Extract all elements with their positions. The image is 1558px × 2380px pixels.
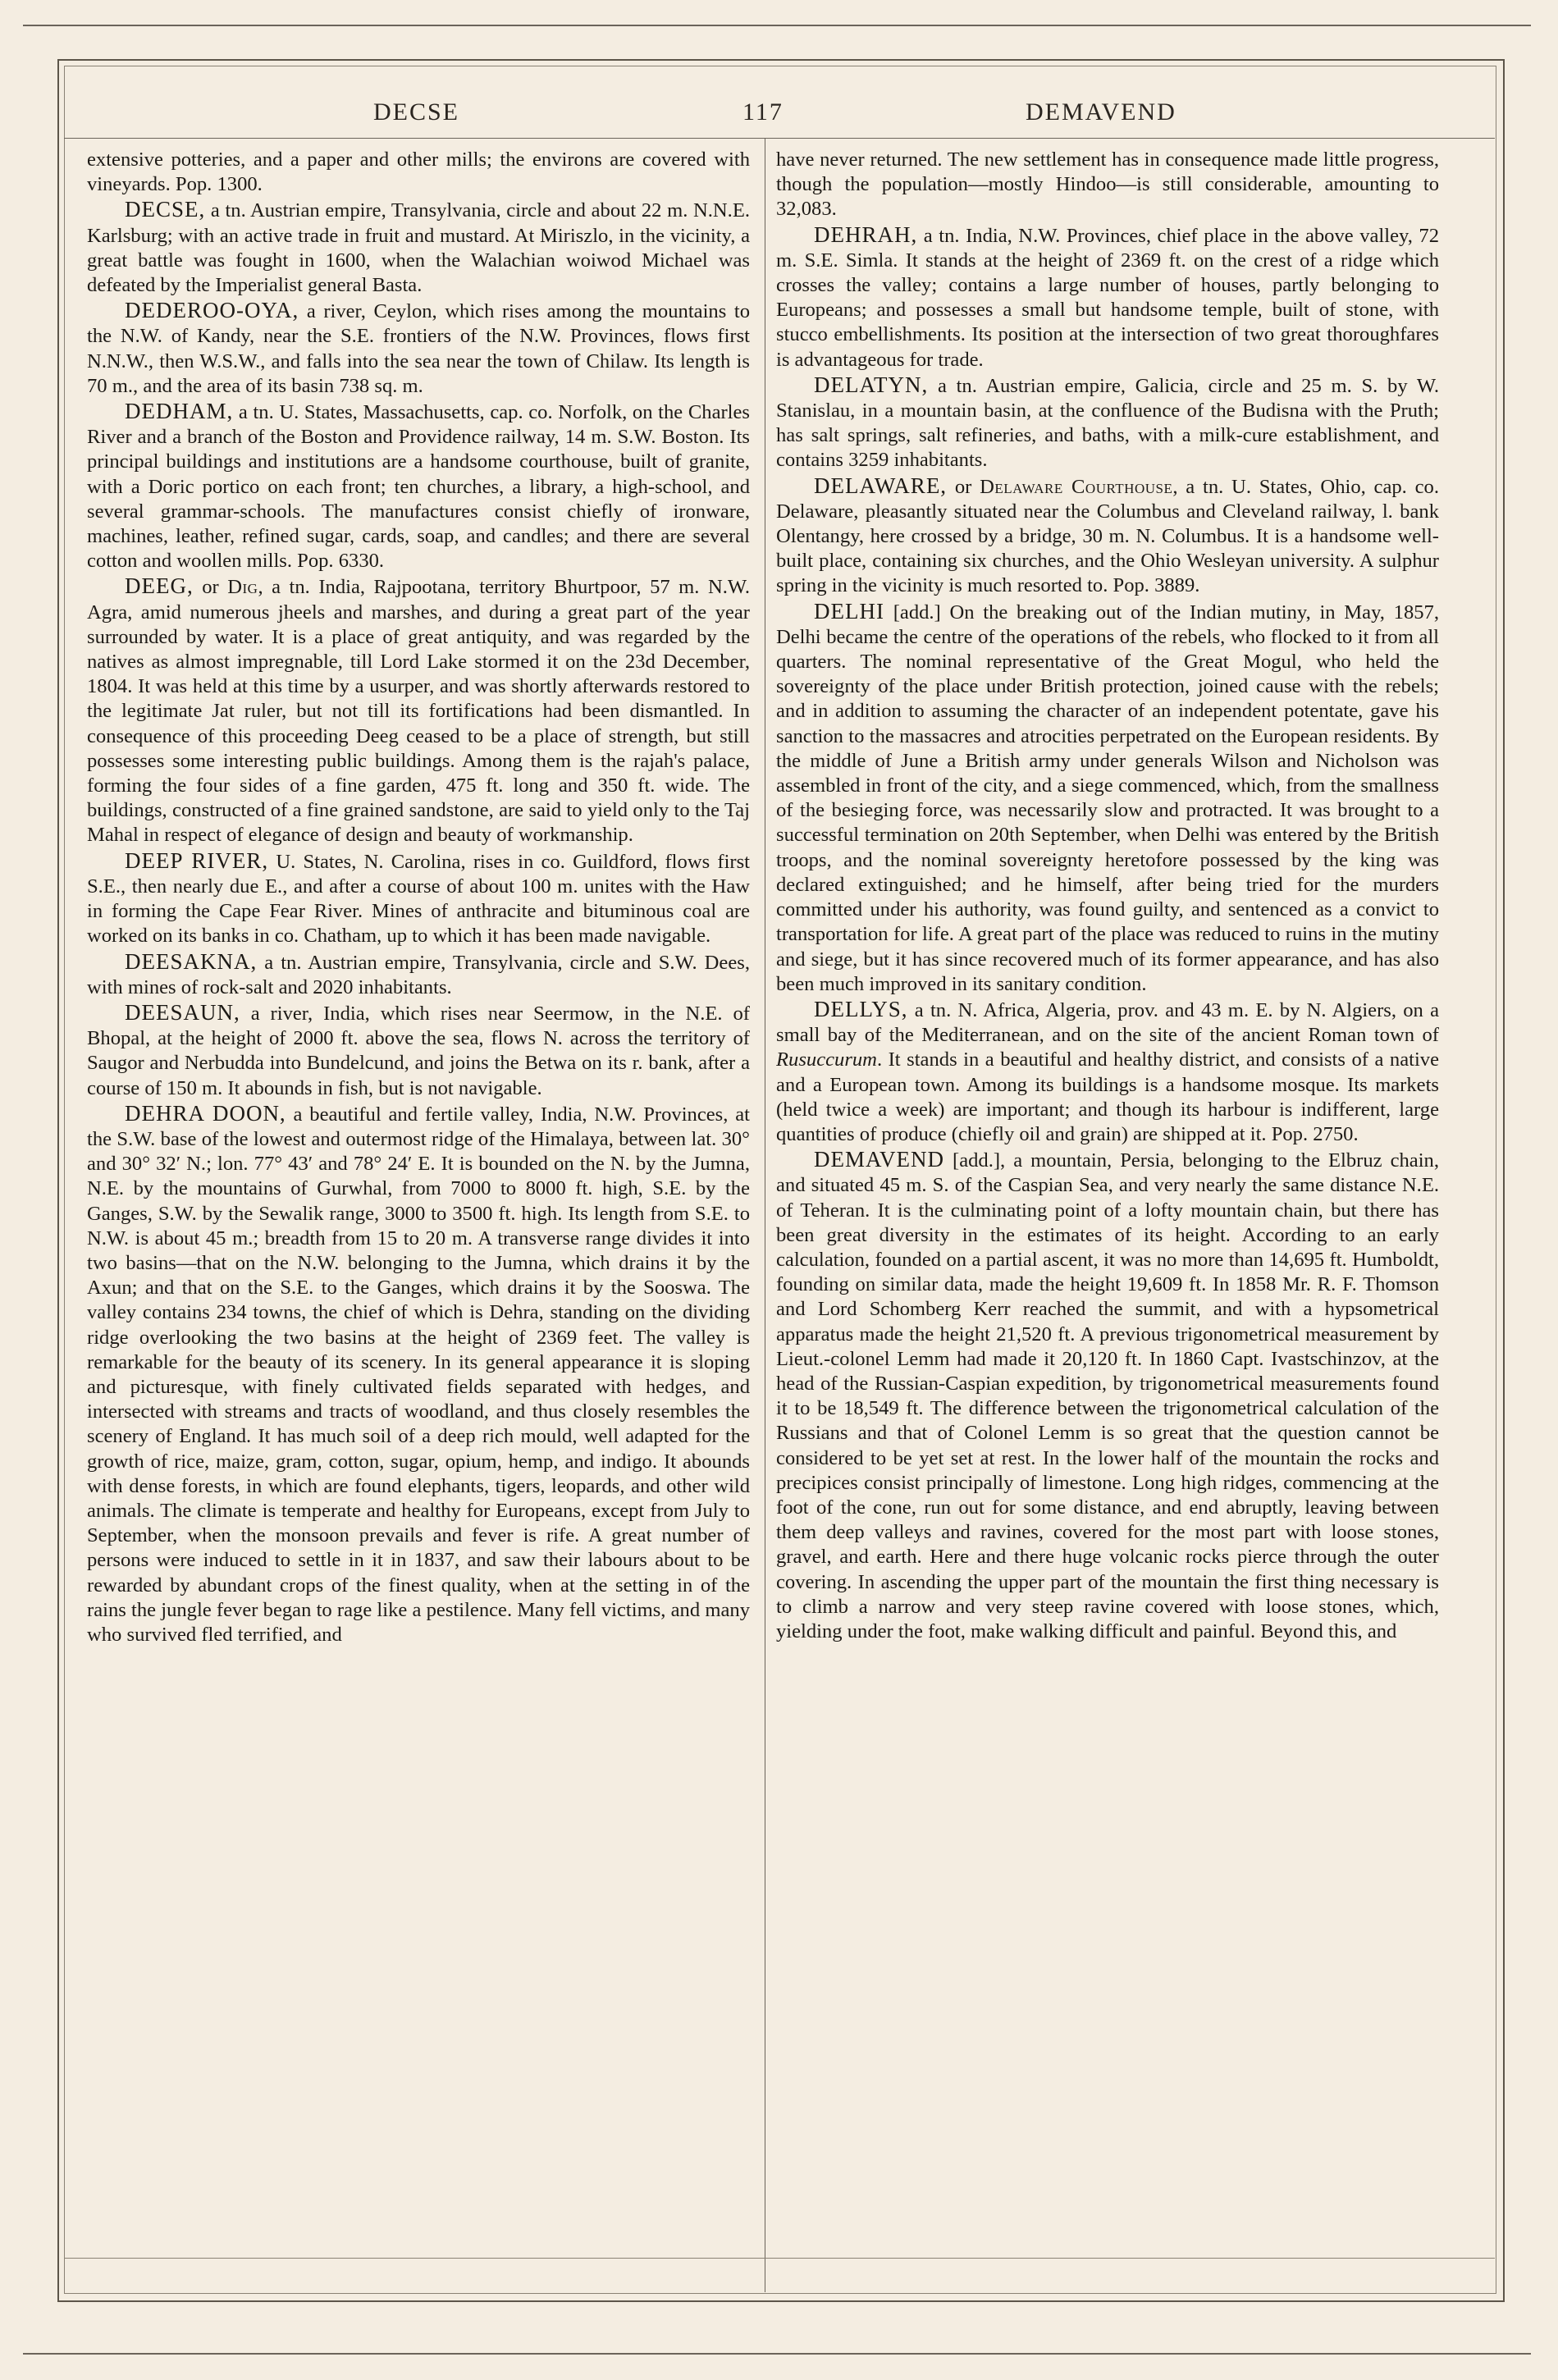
entry-text: . It stands in a beautiful and healthy district, and consists of a native and a European town. Among its buildings is a handsome mosque. Its markets (held twice a week) are important; and though its harbour is indifferent, large quantities of produce (chiefly oil and grain) are shipped at it. Pop. 2750.: [776, 1048, 1439, 1145]
left-column: [87, 148, 750, 2248]
entry-headword: DEHRA DOON,: [125, 1100, 286, 1126]
entry-headword: DEMAVEND: [814, 1147, 945, 1172]
entry-text: a beautiful and fertile valley, India, N.W. Provinces, at the S.W. base of the lowest and outermost ridge of the Himalaya, between lat. 30° and 30° 32′ N.; lon. 77° 43′ and 78° 24′ E. It is bounded on the N. by the Jumna, N.E. by the mountains of Gurwhal, from 7000 to 8000 ft. high, S.E. by the Ganges, S.W. by the Sewalik range, 3000 to 3500 ft. high. Its length from S.E. to N.W. is about 45 m.; breadth from 15 to 20 m. A transverse range divides it into two basins—that on the N.W. belonging to the Jumna, which drains it by the Axun; and that on the S.E. to the Ganges, which drains it by the Sooswa. The valley contains 234 towns, the chief of which is Dehra, standing on the dividing ridge overlooking the two basins at the height of 2369 feet. The valley is remarkable for the beauty of its scenery. In its general appearance it is sloping and picturesque, with finely cultivated fields separated with hedges, and intersected with streams and tracts of woodland, and thus closely resembles the scenery of England. It has much soil of a deep rich mould, well adapted for the growth of rice, maize, gram, cotton, sugar, opium, hemp, and indigo. It abounds with dense forests, in which are found elephants, tigers, leopards, and other wild animals. The climate is temperate and healthy for Europeans, except from July to September, when the monsoon prevails and fever is rife. A great number of persons were induced to settle in it in 1837, and saw their labours about to be rewarded by abundant crops of the finest quality, when at the setting in of the rains the jungle fever began to rage like a pestilence. Many fell victims, and many who survived fled terrified, and: [87, 1103, 750, 1646]
entry-headword: DELAWARE,: [814, 473, 948, 498]
entry-continuation: [776, 148, 1439, 222]
entry-deesaun: [87, 1000, 750, 1101]
entry-text: , a tn. India, Rajpootana, territory Bhurtpoor, 57 m. N.W. Agra, amid numerous jheels and marshes, and during a great part of the year surrounded by water. It is a place of great antiquity, and was regarded by the natives as almost impregnable, till Lord Lake stormed it on the 23d December, 1804. It was held at this time by a usurper, and was shortly afterwards restored to the legitimate Jat ruler, but not till its fortifications had been dismantled. In consequence of this proceeding Deeg ceased to be a place of strength, but still possesses some interesting public buildings. Among them is the rajah's palace, forming the four sides of a fine garden, 475 ft. long and 350 ft. wide. The buildings, constructed of a fine grained sandstone, are said to yield only to the Taj Mahal in respect of elegance of design and beauty of workmanship.: [87, 576, 750, 847]
entry-delhi: [776, 599, 1439, 997]
entry-continuation: [87, 148, 750, 197]
entry-dederoo-oya: [87, 298, 750, 399]
running-head-right: DEMAVEND: [1026, 98, 1176, 126]
entry-text: a tn. Austrian empire, Galicia, circle and 25 m. S. by W. Stanislau, in a mountain basin, at the confluence of the Budisna with the Pruth; has salt springs, salt refineries, and baths, with a milk-cure establishment, and contains 3259 inhabitants.: [776, 374, 1439, 472]
entry-text: a tn. U. States, Massachusetts, cap. co. Norfolk, on the Charles River and a branch of the Boston and Providence railway, 14 m. S.W. Boston. Its principal buildings and institutions are a handsome courthouse, built of granite, with a Doric portico on each front; ten churches, a library, a high-school, and several grammar-schools. The manufactures consist chiefly of ironware, machines, leather, refined sugar, cards, soap, and candles; and there are several cotton and woollen mills. Pop. 6330.: [87, 401, 750, 573]
entry-text: , a tn. U. States, Ohio, cap. co. Delaware, pleasantly situated near the Columbus and Cleveland railway, l. bank Olentangy, here crossed by a bridge, 30 m. N. Columbus. It is a handsome well-built place, containing six churches, and the Ohio Wesleyan university. A sulphur spring in the vicinity is much resorted to. Pop. 3889.: [776, 475, 1439, 597]
entry-text: extensive potteries, and a paper and other mills; the environs are covered with vineyards. Pop. 1300.: [87, 148, 750, 196]
header-rule: [64, 138, 1495, 139]
entry-demavend: [776, 1147, 1439, 1644]
entry-connector: or: [193, 576, 228, 599]
entry-headword: DEDHAM,: [125, 399, 234, 424]
entry-text: [add.] On the breaking out of the Indian mutiny, in May, 1857, Delhi became the centre of the operations of the rebels, who flocked to it from all quarters. The nominal representative of the Great Mogul, who held the sovereignty of the place under British protection, joined cause with the rebels; and in addition to assuming the character of an independent potentate, gave his sanction to the massacres and atrocities perpetrated on the European residents. By the middle of June a British army under generals Wilson and Nicholson was assembled in front of the city, and a siege commenced, which, from the smallness of the besieging force, was necessarily slow and protracted. It was brought to a successful termination on 20th September, when Delhi was entered by the British troops, and the nominal sovereignty heretofore possessed by the king was declared extinguished; and he himself, after being tried for the murders committed under his authority, was found guilty, and sentenced as a convict to transportation for life. A great part of the place was reduced to ruins in the mutiny and siege, but it has since recovered much of its former appearance, and has also been much improved in its sanitary condition.: [776, 601, 1439, 995]
entry-headword: DELATYN,: [814, 372, 929, 397]
entry-delaware: [776, 473, 1439, 599]
entry-headword: DEDEROO-OYA,: [125, 298, 299, 323]
entry-text: a river, Ceylon, which rises among the mountains to the N.W. of Kandy, near the S.E. frontiers of the N.W. Provinces, flows first N.N.W., then W.S.W., and falls into the sea near the town of Chilaw. Its length is 70 m., and the area of its basin 738 sq. m.: [87, 300, 750, 397]
entry-text: a tn. Austrian empire, Transylvania, circle and S.W. Dees, with mines of rock-salt and 2020 inhabitants.: [87, 951, 750, 998]
entry-headword: DEEG,: [125, 573, 194, 599]
entry-text: a river, India, which rises near Seermow, in the N.E. of Bhopal, at the height of 2000 ft. above the sea, flows N. across the territory of Saugor and Nerbudda into Bundelcund, and joins the Betwa on its r. bank, after a course of 150 m. It abounds in fish, but is not navigable.: [87, 1002, 750, 1099]
entry-dedham: [87, 399, 750, 573]
entry-text: U. States, N. Carolina, rises in co. Guildford, flows first S.E., then nearly due E., and after a course of about 100 m. unites with the Haw in forming the Cape Fear River. Mines of anthracite and bituminous coal are worked on its banks in co. Chatham, up to which it has been made navigable.: [87, 850, 750, 948]
entry-headword: DELLYS,: [814, 996, 908, 1021]
entry-headword: DEEP RIVER,: [125, 847, 269, 873]
entry-headword: DECSE,: [125, 197, 206, 222]
entry-alt-name: Dig: [227, 576, 258, 599]
entry-dellys: [776, 997, 1439, 1147]
entry-headword: DEHRAH,: [814, 222, 918, 247]
entry-text: have never returned. The new settlement has in consequence made little progress, though the population—mostly Hindoo—is still considerable, amounting to 32,083.: [776, 148, 1439, 221]
entry-italic-name: Rusuccurum: [776, 1048, 877, 1071]
entry-text: a tn. India, N.W. Provinces, chief place in the above valley, 72 m. S.E. Simla. It stands at the height of 2369 ft. on the crest of a ridge which crosses the valley; contains a large number of houses, partly belonging to Europeans; and possesses a small but handsome temple, built of stone, with stucco embellishments. Its position at the intersection of two great thoroughfares is advantageous for trade.: [776, 224, 1439, 371]
entry-text: a tn. N. Africa, Algeria, prov. and 43 m. E. by N. Algiers, on a small bay of the Mediterranean, and on the site of the ancient Roman town of: [776, 998, 1439, 1047]
entry-delatyn: [776, 372, 1439, 473]
entry-headword: DEESAKNA,: [125, 948, 258, 974]
entry-deep-river: [87, 848, 750, 949]
entry-headword: DEESAUN,: [125, 999, 240, 1025]
entry-text: a tn. Austrian empire, Transylvania, circle and about 22 m. N.N.E. Karlsburg; with an active trade in fruit and mustard. At Miriszlo, in the vicinity, a great battle was fought in 1600, when the Walachian woiwod Michael was defeated by the Imperialist general Basta.: [87, 199, 750, 297]
entry-headword: DELHI: [814, 598, 884, 624]
entry-connector: or: [947, 475, 980, 498]
page-number: 117: [742, 98, 784, 126]
entry-deesakna: [87, 949, 750, 1000]
entry-dehra-doon: [87, 1101, 750, 1647]
footer-rule: [64, 2258, 1495, 2259]
running-head-left: DECSE: [373, 98, 460, 126]
entry-dehrah: [776, 222, 1439, 372]
entry-alt-name: Delaware Courthouse: [980, 475, 1173, 498]
entry-text: [add.], a mountain, Persia, belonging to the Elbruz chain, and situated 45 m. S. of the Caspian Sea, and very nearly the same distance N.E. of Teheran. It is the culminating point of a lofty mountain chain, but there has been great diversity in the estimates of its height. According to an early calculation, founded on a partial ascent, it was no more than 14,695 ft. Humboldt, founding on similar data, made the height 19,609 ft. In 1858 Mr. R. F. Thomson and Lord Schomberg Kerr reached the summit, and with a hypsometrical apparatus made the height 21,520 ft. A previous trigonometrical measurement by Lieut.-colonel Lemm had made it 20,120 ft. In 1860 Capt. Ivastschinzov, at the head of the Russian-Caspian expedition, by trigonometrical measurements found it to be 18,549 ft. The difference between the trigonometrical calculation of the Russians and that of Colonel Lemm is so great that the question cannot be considered to be yet set at rest. In the lower half of the mountain the rocks and precipices consist principally of limestone. Long high ridges, commencing at the foot of the cone, run out for some distance, and end abruptly, leaving between them deep valleys and ravines, covered for the most part with loose stones, gravel, and earth. Here and there huge volcanic rocks pierce through the outer covering. In ascending the upper part of the mountain the first thing necessary is to climb a narrow and very steep ravine covered with loose stones, which, yielding under the foot, make walking difficult and painful. Beyond this, and: [776, 1149, 1439, 1642]
right-column: [776, 148, 1439, 2248]
entry-deeg: [87, 573, 750, 847]
entry-decse: [87, 197, 750, 298]
